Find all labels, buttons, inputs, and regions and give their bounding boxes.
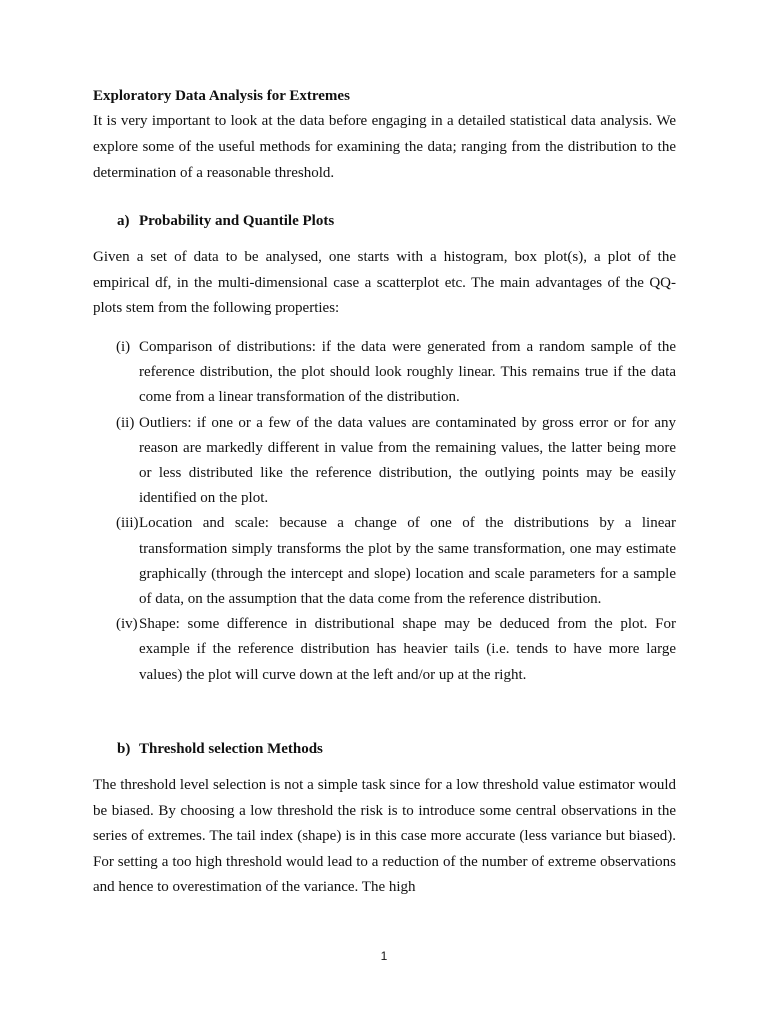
section-b-heading xyxy=(117,739,323,759)
list-item xyxy=(116,511,676,612)
section-b-marker: b) xyxy=(117,741,131,757)
list-item-text: Comparison of distributions: if the data were generated from a random sample of the reference distribution, the plot should look roughly linear. This remains true if the data come from a linear transformation of the distribution. xyxy=(139,339,676,406)
list-item-text: Location and scale: because a change of one of the distributions by a linear transformation simply transforms the plot by the same transformation, one may estimate graphically (through the intercept and slope) location and scale parameters for a sample of data, on the assumption that the data come from the reference distribution. xyxy=(139,515,676,608)
section-a-heading xyxy=(117,211,334,231)
list-item-number: (i) xyxy=(116,339,131,355)
list-item xyxy=(116,612,676,688)
page-number: 1 xyxy=(380,949,388,963)
list-item-number: (iii) xyxy=(116,515,139,532)
list-item-text: Outliers: if one or a few of the data values are contaminated by gross error or for any reason are markedly different in value from the remaining values, the latter being more or less distributed like the reference distribution, the outlying points may be easily identified on the plot. xyxy=(139,414,676,507)
section-a-marker: a) xyxy=(117,213,130,229)
list-item-number: (iv) xyxy=(116,616,138,633)
list-item xyxy=(116,335,676,411)
list-item xyxy=(116,411,676,512)
properties-list xyxy=(116,335,676,688)
section-b-heading-text: Threshold selection Methods xyxy=(139,741,323,757)
intro-paragraph: It is very important to look at the data before engaging in a detailed statistical data analysis. We explore some of the useful methods for examining the data; ranging from the distribution to the determination of a reasonable threshold. xyxy=(93,113,676,181)
section-b-paragraph: The threshold level selection is not a simple task since for a low threshold value estimator would be biased. By choosing a low threshold the risk is to introduce some central observations in the series of extremes. The tail index (shape) is in this case more accurate (less variance but biased). For setting a too high threshold would lead to a reduction of the number of extreme observations and hence to overestimation of the variance. The high xyxy=(93,777,676,895)
section-a-paragraph: Given a set of data to be analysed, one starts with a histogram, box plot(s), a plot of the empirical df, in the multi-dimensional case a scatterplot etc. The main advantages of the QQ-plots stem from the following properties: xyxy=(93,249,676,316)
section-a-heading-text: Probability and Quantile Plots xyxy=(139,213,335,229)
document-title: Exploratory Data Analysis for Extremes xyxy=(93,88,350,104)
list-item-number: (ii) xyxy=(116,414,135,431)
list-item-text: Shape: some difference in distributional shape may be deduced from the plot. For example if the reference distribution has heavier tails (i.e. tends to have more large values) the plot will curve down at the left and/or up at the right. xyxy=(139,616,676,683)
